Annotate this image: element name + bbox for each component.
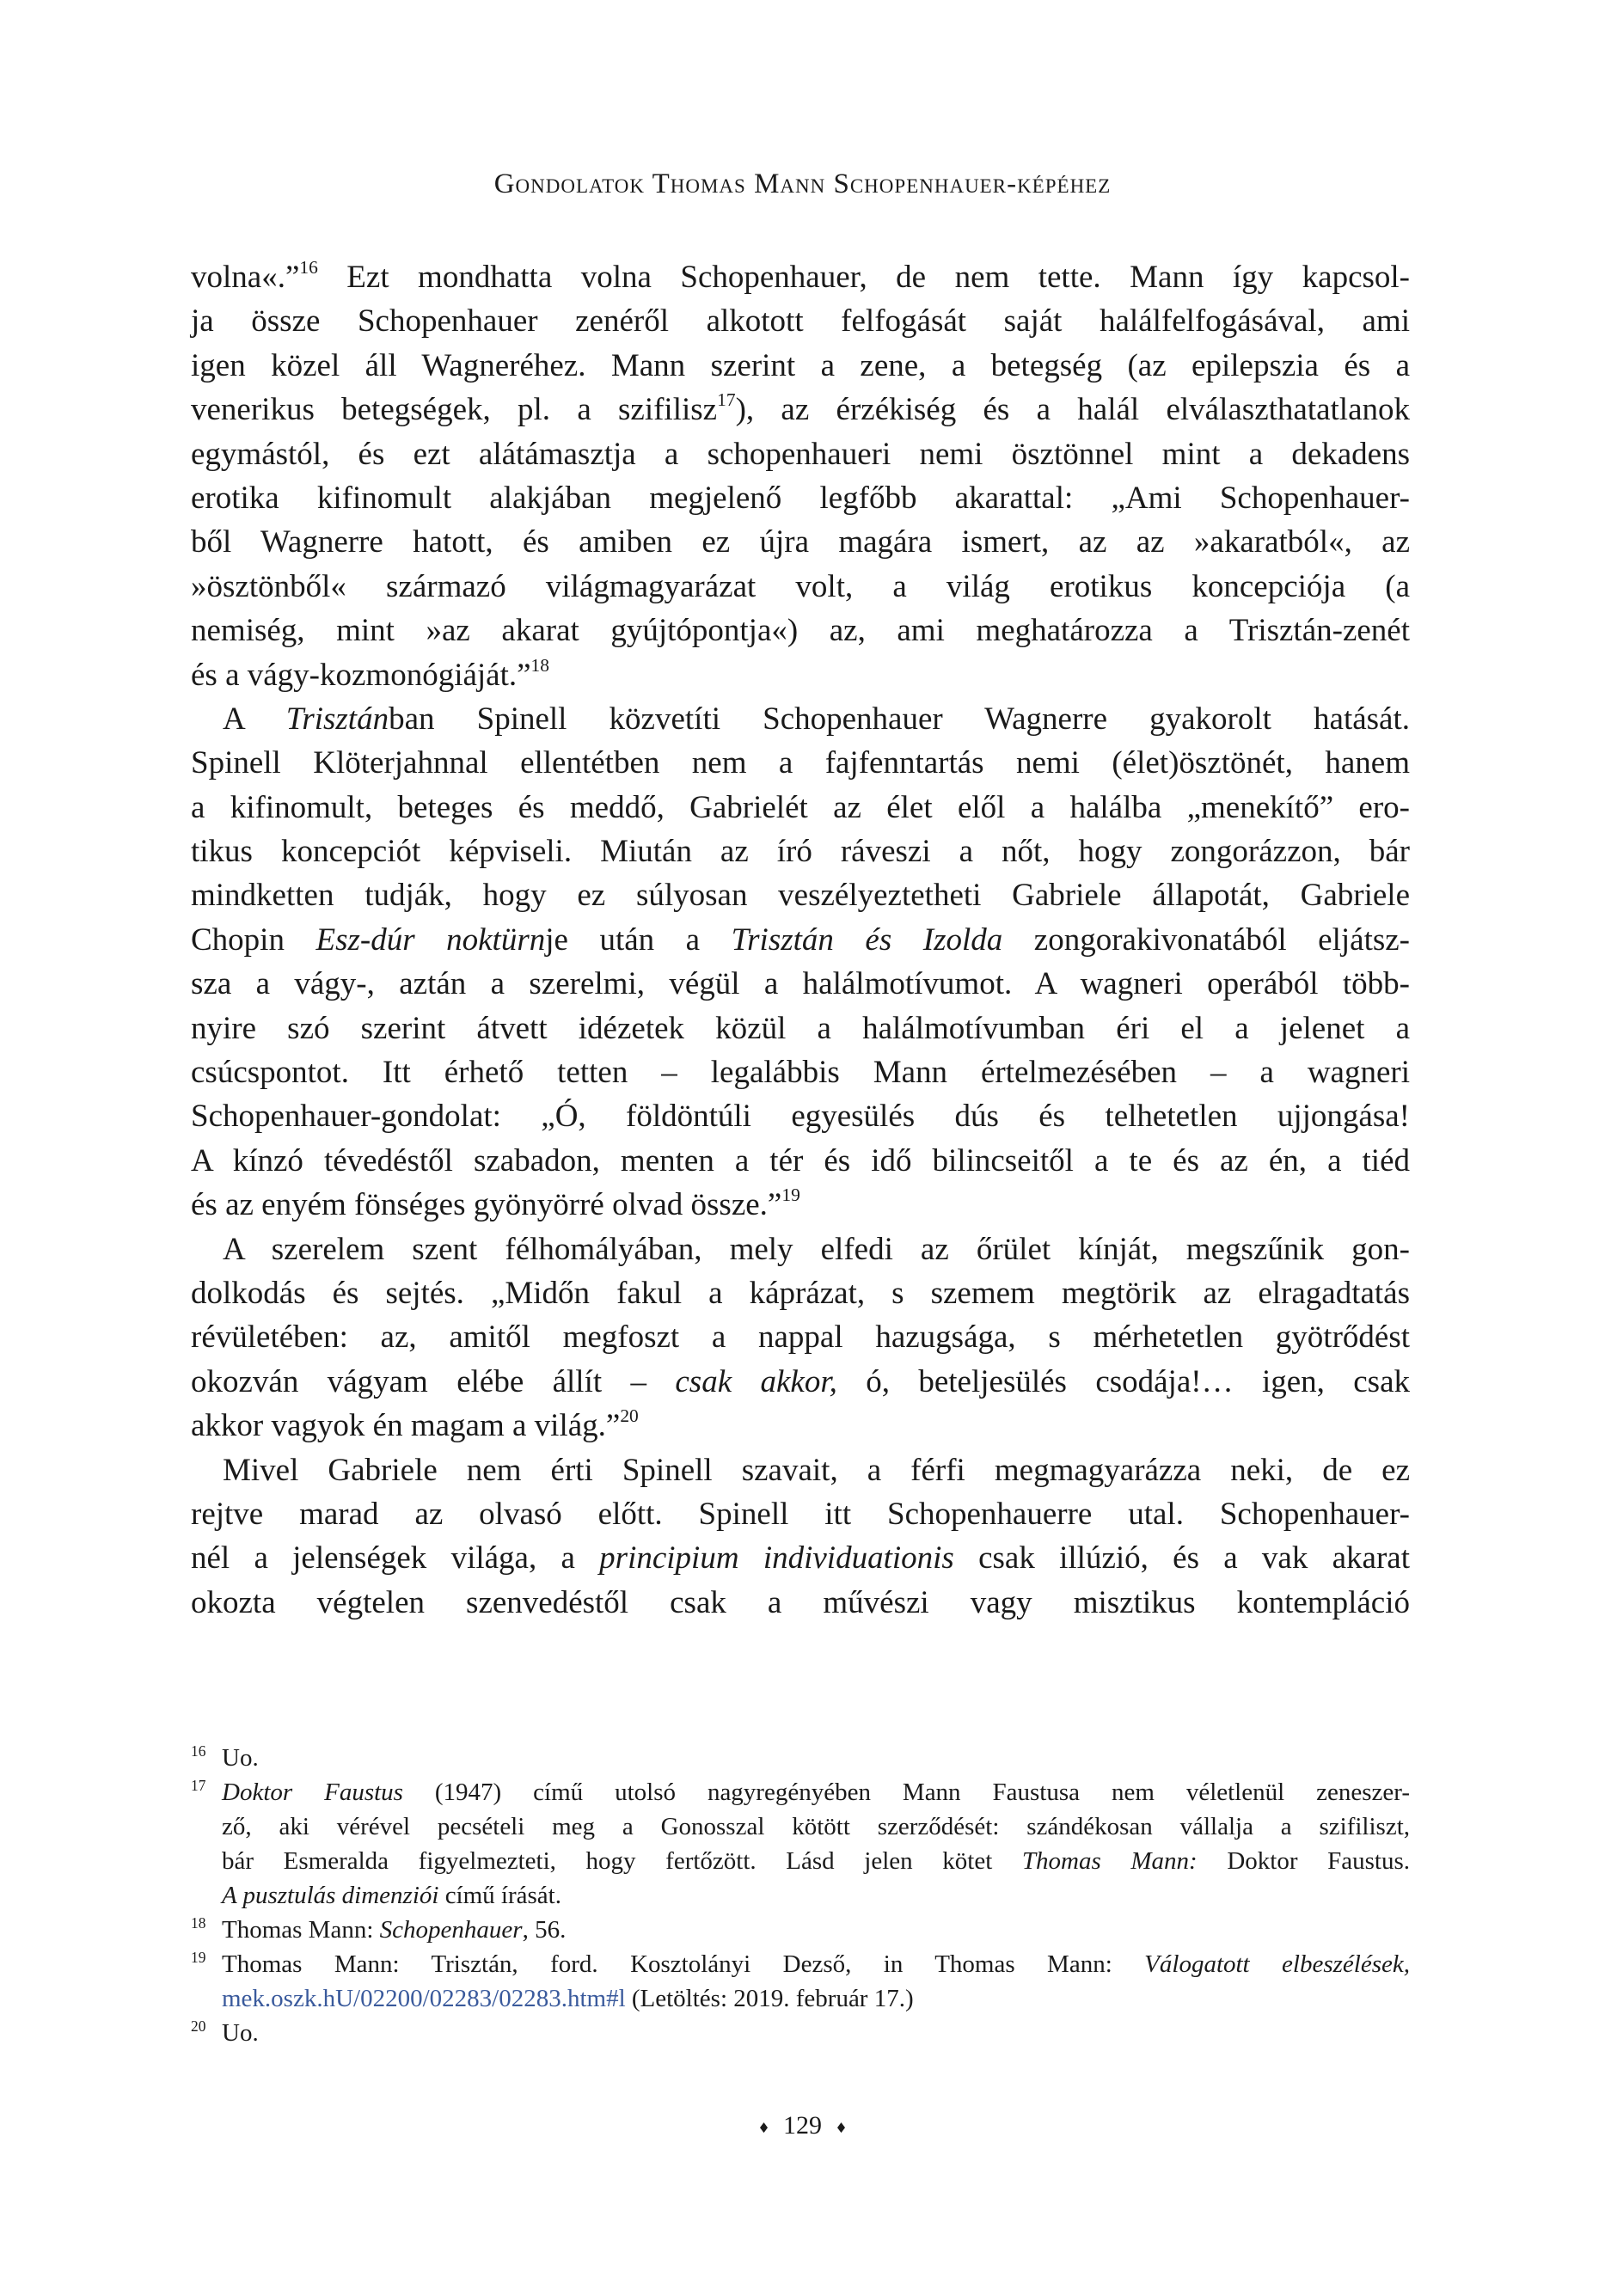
text-run: Uo. <box>222 1744 259 1772</box>
footnote-reference[interactable]: 17 <box>717 389 736 411</box>
italic-text: Esz-dúr noktürn <box>315 921 546 958</box>
bullet-ornament-right-icon <box>837 2122 845 2133</box>
text-run: tikus koncepciót képviseli. Miután az író ráveszi a nőt, hogy zongorázzon, bár <box>191 834 1410 870</box>
text-run: nél a jelenségek világa, a <box>191 1540 600 1577</box>
text-run: »ösztönből« származó világmagyarázat volt, a világ erotikus koncepciója (a <box>191 568 1410 604</box>
text-line <box>191 653 1410 697</box>
text-line <box>191 786 1410 830</box>
italic-text: Thomas Mann: <box>1021 1847 1198 1875</box>
italic-text: Trisztán <box>285 701 389 737</box>
text-line <box>191 741 1410 785</box>
footnote-18-line: 18 Thomas Mann: Schopenhauer, 56. <box>191 1913 567 1944</box>
text-run: Uo. <box>222 2019 259 2047</box>
text-run: sza a vágy-, aztán a szerelmi, végül a halálmotívumot. A wagneri operából több- <box>191 966 1410 1002</box>
text-run: akkor vagyok én magam a világ.” <box>191 1408 621 1444</box>
text-run: ban Spinell közvetíti Schopenhauer Wagnerre gyakorolt hatását. <box>389 701 1411 737</box>
bullet-ornament-left-icon <box>760 2122 768 2133</box>
text-line <box>191 918 1410 962</box>
text-run: nemiség, mint »az akarat gyújtópontja«) az, ami meghatározza a Trisztán-zenét <box>191 613 1410 649</box>
text-line <box>191 476 1410 520</box>
text-line <box>191 1139 1410 1183</box>
text-line <box>191 520 1410 564</box>
text-run: Chopin <box>191 921 316 958</box>
text-run: okozta végtelen szenvedéstől csak a művészi vagy misztikus kontempláció <box>191 1584 1410 1620</box>
text-run: zongorakivonatából eljátsz- <box>1002 921 1410 958</box>
footnote-17-line: 17 Doktor Faustus (1947) című utolsó nagyregényében Mann Faustusa nem véletlenül zeneszer- <box>191 1776 1410 1806</box>
text-run: révületében: az, amitől megfoszt a nappal hazugsága, s mérhetetlen gyötrődést <box>191 1319 1410 1356</box>
text-line <box>191 1404 1410 1448</box>
text-run: , 56. <box>522 1916 567 1944</box>
text-run: Schopenhauer-gondolat: „Ó, földöntúli egyesülés dús és telhetetlen ujjongása! <box>191 1099 1410 1135</box>
italic-text: Doktor Faustus <box>222 1779 403 1806</box>
footnote-reference[interactable]: 16 <box>299 256 318 278</box>
text-run: A szerelem szent félhomályában, mely elfedi az őrület kínját, megszűnik gon- <box>223 1231 1410 1267</box>
text-run: Mivel Gabriele nem érti Spinell szavait, a férfi megmagyarázza neki, de ez <box>223 1452 1410 1488</box>
text-run: venerikus betegségek, pl. a szifilisz <box>191 392 718 428</box>
text-run: ző, aki vérével pecsételi meg a Gonosszal kötött szerződését: szándékosan vállalja a szifiliszt, <box>222 1813 1410 1840</box>
text-line <box>191 1007 1410 1050</box>
text-run: csak illúzió, és a vak akarat <box>953 1540 1410 1577</box>
text-run: csúcspontot. Itt érhető tetten – legalábbis Mann értelmezésében – a wagneri <box>191 1055 1410 1091</box>
footnote-reference[interactable]: 19 <box>781 1185 800 1206</box>
footnote-19-line: 19 Thomas Mann: Trisztán, ford. Kosztolányi Dezső, in Thomas Mann: Válogatott elbeszélések, <box>191 1948 1410 1978</box>
text-run: Thomas Mann: <box>222 1916 380 1944</box>
italic-text: Trisztán és Izolda <box>731 921 1003 958</box>
text-line <box>191 1448 1410 1492</box>
text-run: igen közel áll Wagneréhez. Mann szerint a zene, a betegség (az epilepszia és a <box>191 347 1410 383</box>
text-line <box>191 1183 1410 1227</box>
footnote-reference[interactable]: 18 <box>530 654 549 676</box>
text-run: dolkodás és sejtés. „Midőn fakul a káprázat, s szemem megtörik az elragadtatás <box>191 1275 1410 1311</box>
text-run: nyire szó szerint átvett idézetek közül a halálmotívumban éri el a jelenet a <box>191 1010 1410 1046</box>
text-run: ó, beteljesülés csodája!… igen, csak <box>836 1363 1410 1399</box>
text-run: és az enyém fönséges gyönyörré olvad össze.” <box>191 1187 782 1223</box>
text-run: erotika kifinomult alakjában megjelenő legfőbb akarattal: „Ami Schopenhauer- <box>191 480 1410 516</box>
footnote-17-line <box>191 1878 1410 1913</box>
text-run: Spinell Klöterjahnnal ellentétben nem a fajfenntartás nemi (élet)ösztönét, hanem <box>191 745 1410 781</box>
text-line <box>191 697 1410 741</box>
running-header: Gondolatok Thomas Mann Schopenhauer-képéhez <box>493 168 1112 199</box>
text-run: je után a <box>545 921 732 958</box>
footnote-16-line: 16 Uo. <box>191 1742 259 1772</box>
text-run: Ezt mondhatta volna Schopenhauer, de nem tette. Mann így kapcsol- <box>317 260 1410 295</box>
text-run: című írását. <box>438 1882 561 1909</box>
text-run: mindketten tudják, hogy ez súlyosan veszélyeztetheti Gabriele állapotát, Gabriele <box>191 878 1410 914</box>
text-line <box>191 565 1410 609</box>
text-line <box>191 830 1410 873</box>
text-run: ), az érzékiség és a halál elválaszthatatlanok <box>735 392 1411 428</box>
text-run: Doktor Faustus. <box>1197 1847 1410 1875</box>
footnote-20-line: 20 Uo. <box>191 2017 259 2047</box>
footnote-19-line <box>191 1981 1410 2016</box>
text-line <box>191 1271 1410 1315</box>
text-line <box>191 432 1410 476</box>
text-line <box>191 962 1410 1006</box>
text-run: (Letöltés: 2019. február 17.) <box>625 1985 914 2012</box>
footnote-17-line <box>191 1844 1410 1878</box>
text-line <box>191 1094 1410 1138</box>
text-run: A kínzó tévedéstől szabadon, menten a tér és idő bilincseitől a te és az én, a tiéd <box>191 1142 1410 1179</box>
page-footer <box>0 2111 1605 2140</box>
footnote-17-line <box>191 1809 1410 1844</box>
text-run: és a vágy-kozmonógiáját.” <box>191 657 531 693</box>
text-run: rejtve marad az olvasó előtt. Spinell itt Schopenhauerre utal. Schopenhauer- <box>191 1496 1410 1532</box>
text-line <box>191 1315 1410 1359</box>
text-run: egymástól, és ezt alátámasztja a schopenhaueri nemi ösztönnel mint a dekadens <box>191 436 1410 472</box>
footnote-reference[interactable]: 20 <box>620 1405 639 1427</box>
text-run: Thomas Mann: Trisztán, ford. Kosztolányi Dezső, in Thomas Mann: <box>222 1950 1145 1978</box>
text-line <box>191 255 1410 299</box>
text-run: okozván vágyam elébe állít – <box>191 1363 676 1399</box>
text-line <box>191 1050 1410 1094</box>
text-run: (1947) című utolsó nagyregényében Mann Faustusa nem véletlenül zeneszer- <box>402 1779 1410 1806</box>
text-run: a kifinomult, beteges és meddő, Gabrielét az élet elől a halálba „menekítő” ero- <box>191 789 1410 825</box>
italic-text: Válogatott elbeszélések, <box>1144 1950 1410 1978</box>
text-line <box>191 1536 1410 1580</box>
text-line <box>191 1581 1410 1625</box>
text-run: ja össze Schopenhauer zenéről alkotott felfogását saját halálfelfogásával, ami <box>191 303 1410 340</box>
text-line <box>191 609 1410 652</box>
italic-text: A pusztulás dimenziói <box>222 1882 439 1909</box>
text-line <box>191 344 1410 388</box>
text-line <box>191 873 1410 917</box>
url-link[interactable]: mek.oszk.hU/02200/02283/02283.htm#l <box>222 1985 626 2012</box>
text-run: A <box>223 701 286 737</box>
text-line <box>191 1492 1410 1536</box>
text-line <box>191 299 1410 343</box>
italic-text: csak akkor, <box>675 1363 837 1399</box>
text-run: ből Wagnerre hatott, és amiben ez újra magára ismert, az az »akaratból«, az <box>191 524 1410 560</box>
text-line <box>191 1228 1410 1271</box>
page-number: 129 <box>783 2111 822 2140</box>
text-line <box>191 1360 1410 1404</box>
text-run: volna«.” <box>191 260 300 295</box>
footnotes-section <box>191 1741 1410 2050</box>
italic-text: principium individuationis <box>599 1540 954 1577</box>
italic-text: Schopenhauer <box>379 1916 523 1944</box>
text-run: bár Esmeralda figyelmezteti, hogy fertőzött. Lásd jelen kötet <box>222 1847 1022 1875</box>
main-text-body <box>191 255 1410 1625</box>
text-line <box>191 388 1410 432</box>
